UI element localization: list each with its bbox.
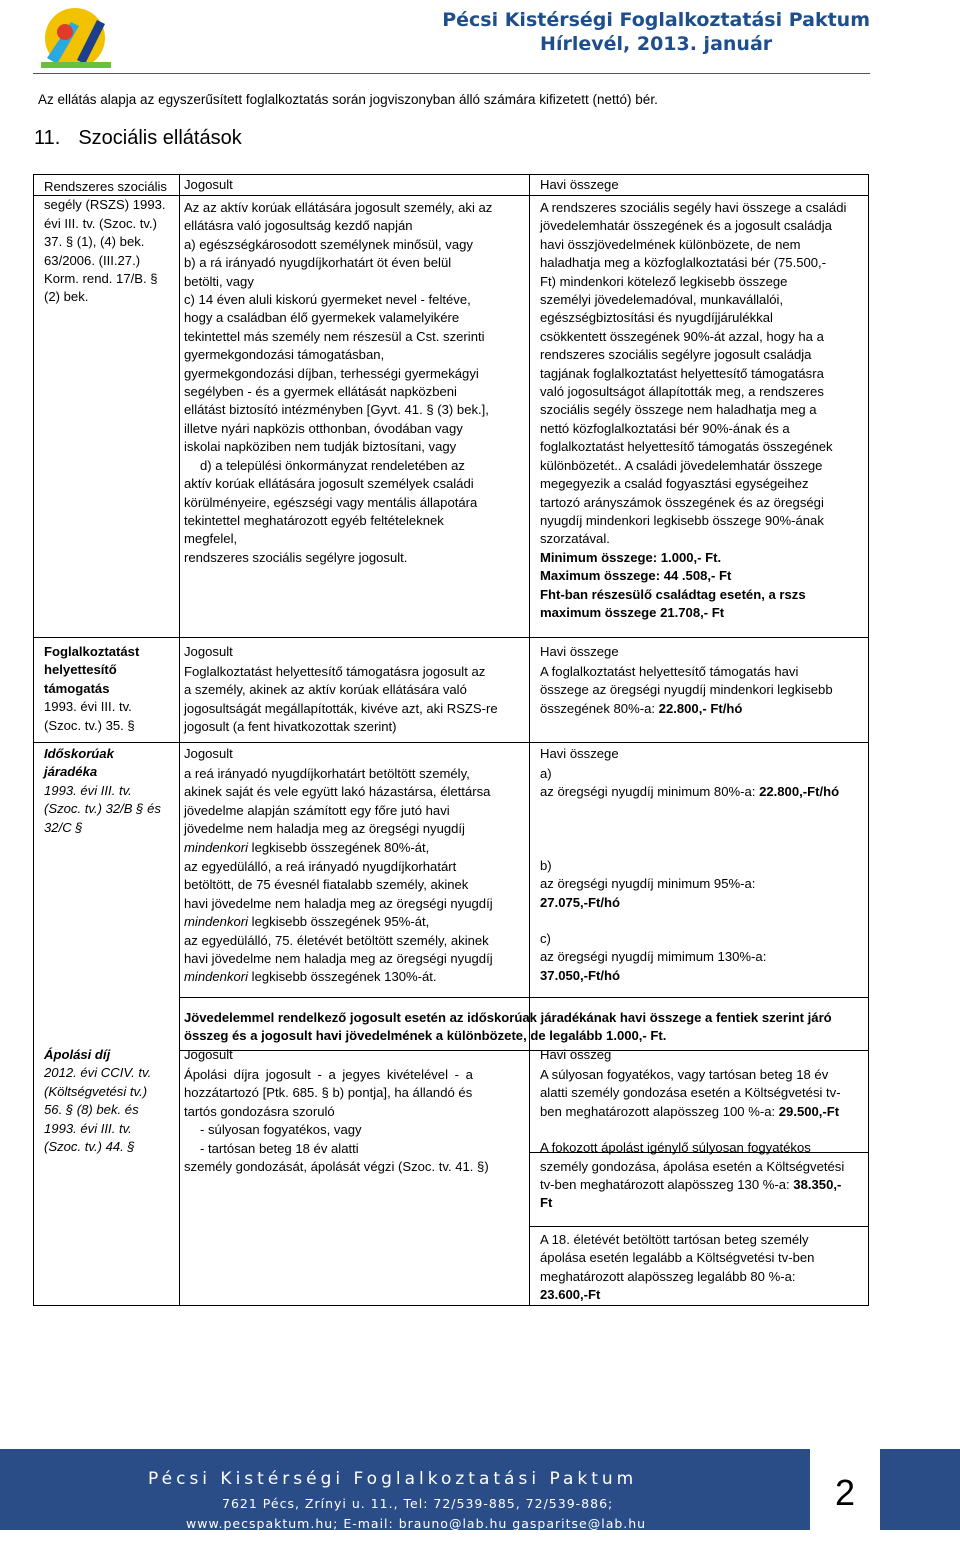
text-line: jogosultságát megállapították, kivéve azt, aki RSZS-re [184, 700, 498, 716]
text-line [540, 1103, 862, 1121]
section-title: Szociális ellátások [78, 127, 242, 149]
text-line: hozzátartozó [Ptk. 685. § b) pontja], ha állandó és [184, 1085, 473, 1101]
text-line: gyermekgondozási díjban, terhességi gyermekágyi [184, 365, 479, 381]
amount-value: 22.800,-Ft/hó [759, 784, 840, 800]
label-line: támogatás [44, 680, 110, 696]
text-line: személyi jövedelemadóval, munkavállalói, [540, 292, 784, 308]
text-line: tekintettel más személy nem részesül a Cst. szerinti [184, 328, 485, 344]
label-line: Időskorúak [44, 746, 114, 761]
label-line: segély (RSZS) 1993. [44, 197, 166, 213]
logo-icon [33, 2, 118, 74]
rszs-eligibility [184, 199, 519, 567]
amount-value: 38.350,- [793, 1177, 842, 1193]
text-line: hogy a családban élő gyermekek valamelyikére [184, 310, 460, 326]
cell-divider [529, 1226, 868, 1227]
text-line: c) [540, 931, 551, 947]
text-line: való jogosultságot állapították meg, a rendszeres [540, 384, 824, 400]
text-line: b) [540, 857, 552, 873]
text-line: Ápolási díjra jogosult - a jegyes kivételével - a [184, 1067, 473, 1082]
text-line: betölti, vagy [184, 273, 254, 289]
section-number: 11. [34, 127, 61, 149]
text-line: csökkentett összegének 90%-át azzal, hogy ha a [540, 328, 824, 344]
text-line: Fht-ban részesülő családtag esetén, a rszs [540, 586, 806, 602]
text-fragment: legkisebb összegének 130%-át. [248, 969, 437, 985]
apolasi-eligibility [184, 1066, 519, 1176]
text-line: a reá irányadó nyugdíjkorhatárt betöltött személy, [184, 766, 470, 781]
text-line: A 18. életévét betöltött tartósan beteg személy [540, 1231, 809, 1247]
text-line: betöltött, de 75 évesnél fiatalabb személy, akinek [184, 877, 469, 893]
text-line: foglalkoztatást helyettesítő támogatás összegének [540, 439, 833, 455]
text-line: szorzatával. [540, 531, 610, 547]
text-line: Foglalkoztatást helyettesítő támogatásra jogosult az [184, 664, 486, 679]
text-line: A foglalkoztatást helyettesítő támogatás havi [540, 664, 799, 679]
column-divider [179, 175, 180, 1305]
text-line: az öregségi nyugdíj mimimum 130%-a: [540, 949, 767, 965]
label-line: (Költségvetési tv.) [44, 1083, 148, 1099]
label-line: 32/C § [44, 819, 83, 835]
row-divider [34, 637, 868, 638]
text-line: tekintettel meghatározott egyéb feltételeknek [184, 512, 444, 528]
text-line [184, 839, 519, 857]
header-title: Pécsi Kistérségi Foglalkoztatási Paktum [442, 9, 870, 31]
amount-value: 23.600,-Ft [540, 1287, 601, 1303]
text-line: nettó közfoglalkoztatási bér 90%-ának és a [540, 420, 790, 436]
label-line: évi III. tv. (Szoc. tv.) [44, 215, 158, 231]
amount-value: 29.500,-Ft [778, 1103, 840, 1119]
text-line: A súlyosan fogyatékos, vagy tartósan beteg 18 év [540, 1067, 829, 1082]
apolasi-head-right: Havi összeg [540, 1047, 612, 1062]
text-line: megfelel, [184, 531, 238, 547]
idoskoru-head-right: Havi összege [540, 746, 619, 761]
fht-head-right: Havi összege [540, 644, 619, 659]
idoskoru-head-left: Jogosult [184, 746, 233, 761]
apolasi-amount [540, 1066, 862, 1304]
text-fragment: ben meghatározott alapösszeg 100 %-a: [540, 1103, 779, 1119]
footer [0, 1449, 960, 1530]
text-line: az egyedülálló, 75. életévét betöltött személy, akinek [184, 932, 489, 948]
text-line: különbözetét.. A családi jövedelemhatár összege [540, 457, 823, 473]
intro-text: Az ellátás alapja az egyszerűsített foglalkoztatás során jogviszonyban álló számára kifizetett (nettó) bér. [38, 92, 658, 107]
text-line: megegyezik a család fogyasztási egységeihez [540, 476, 809, 492]
idoskoru-label [44, 745, 172, 837]
text-line: maximum összege 21.708,- Ft [540, 604, 725, 620]
amount-value: 37.050,-Ft/hó [540, 967, 621, 983]
text-line: a) egészségkárosodott személynek minősül, vagy [184, 236, 473, 252]
text-line: a) [540, 766, 552, 781]
text-line: rendszeres szociális segélyre jogosult. [184, 549, 408, 565]
text-line: jövedelemhatár összegének és a jogosult családja [540, 218, 832, 234]
label-line: Korm. rend. 17/B. § [44, 271, 158, 287]
text-line: körülményeire, egészségi vagy mentális állapotára [184, 494, 478, 510]
column-divider [529, 175, 530, 1305]
idoskoru-amount [540, 765, 862, 985]
amount-value: 27.075,-Ft/hó [540, 894, 621, 910]
text-line: meghatározott alapösszeg legalább 80 %-a: [540, 1268, 796, 1284]
max-amount: Maximum összege: 44 .508,- Ft [540, 568, 732, 584]
text-line: jogosult (a fent hivatkozottak szerint) [184, 719, 397, 735]
row-divider [179, 997, 868, 998]
footer-web: www.pecspaktum.hu; E-mail: brauno@lab.hu gasparitse@lab.hu [186, 1516, 647, 1531]
text-line: A rendszeres szociális segély havi összege a családi [540, 200, 847, 215]
text-line: haladhatja meg a közfoglalkoztatási bér (75.500,- [540, 255, 827, 271]
text-line: tartozó arányszámok összegének és az öregségi [540, 494, 824, 510]
text-line [184, 913, 519, 931]
text-line: összeg és a jogosult havi jövedelmének a különbözete, de legalább 1.000,- Ft. [184, 1028, 667, 1044]
text-fragment: legkisebb összegének 95%-át, [248, 914, 430, 930]
label-line: 56. § (8) bek. és [44, 1102, 139, 1118]
label-line: (Szoc. tv.) 35. § [44, 717, 135, 733]
text-line: b) a rá irányadó nyugdíjkorhatárt öt éven belül [184, 255, 452, 271]
label-line: járadéka [44, 764, 98, 780]
text-line [184, 968, 519, 986]
apolasi-head-left: Jogosult [184, 1047, 233, 1062]
rszs-label [44, 178, 172, 307]
text-line [540, 700, 862, 718]
rszs-amount [540, 199, 862, 622]
text-line: d) a települési önkormányzat rendeletében az [200, 457, 465, 473]
idoskoru-eligibility [184, 765, 519, 987]
label-line: (Szoc. tv.) 44. § [44, 1139, 135, 1155]
min-amount: Minimum összege: 1.000,- Ft. [540, 549, 722, 565]
text-line [540, 783, 862, 801]
label-line: 37. § (1), (4) bek. [44, 234, 145, 250]
label-line: 1993. évi III. tv. [44, 699, 132, 715]
text-line: szociális segély összege nem haladhatja meg a [540, 402, 817, 418]
text-line: A fokozott ápolást igénylő súlyosan fogyatékos [540, 1140, 811, 1156]
text-line: nyugdíj mindenkori legkisebb összege 90%-ának [540, 512, 824, 528]
text-line: ellátást biztosító intézményben [Gyvt. 41. § (3) bek.], [184, 402, 489, 418]
fht-head-left: Jogosult [184, 644, 233, 659]
text-line [540, 1176, 862, 1194]
text-line: akinek saját és vele együtt lakó házastársa, élettársa [184, 784, 491, 800]
cell-divider [529, 1152, 868, 1153]
label-line: (Szoc. tv.) 32/B § és [44, 801, 161, 817]
amount-value: Ft [540, 1195, 553, 1211]
text-line: jövedelme nem haladja meg az öregségi nyugdíj [184, 821, 465, 837]
text-line: ápolása esetén legalább a Költségvetési tv-ben [540, 1250, 815, 1266]
header-title-block [442, 8, 870, 56]
text-line: - súlyosan fogyatékos, vagy [200, 1122, 362, 1138]
text-line: összege az öregségi nyugdíj mindenkori legkisebb [540, 682, 833, 698]
label-line: 2012. évi CCIV. tv. [44, 1065, 152, 1081]
text-line: c) 14 éven aluli kiskorú gyermeket nevel - feltéve, [184, 292, 471, 308]
text-line: iskolai napköziben nem tudják biztosítani, vagy [184, 439, 457, 455]
header-divider [33, 73, 870, 74]
text-line: tartós gondozásra szoruló [184, 1103, 335, 1119]
text-line: a személy, akinek az aktív korúak ellátására való [184, 682, 467, 698]
text-line: gyermekgondozási támogatásban, [184, 347, 385, 363]
text-line: jövedelme alapján számított egy főre jutó havi [184, 802, 450, 818]
label-line: 1993. évi III. tv. [44, 782, 132, 798]
text-fragment: tv-ben meghatározott alapösszeg 130 %-a: [540, 1177, 794, 1193]
header-subtitle: Hírlevél, 2013. január [540, 33, 773, 55]
text-fragment: az öregségi nyugdíj minimum 80%-a: [540, 784, 760, 800]
label-line: helyettesítő [44, 662, 117, 678]
text-line: Jövedelemmel rendelkező jogosult esetén az időskorúak járadékának havi összege a fentiek szerint járó [184, 1010, 832, 1025]
label-line: Foglalkoztatást [44, 644, 140, 659]
fht-label [44, 643, 172, 735]
text-line: aktív korúak ellátására jogosult személyek családi [184, 476, 474, 492]
section-heading [34, 127, 242, 150]
text-fragment: mindenkori [184, 839, 249, 855]
text-line: rendszeres szociális segélyre jogosult családja [540, 347, 812, 363]
rszs-head-right: Havi összege [540, 177, 619, 192]
label-line: Ápolási díj [44, 1047, 111, 1062]
page-number: 2 [810, 1443, 880, 1533]
label-line: (2) bek. [44, 289, 89, 305]
text-line: az öregségi nyugdíj minimum 95%-a: [540, 876, 756, 892]
text-fragment: mindenkori [184, 914, 249, 930]
text-line: illetve nyári napközis otthonban, óvodában vagy [184, 420, 463, 436]
footer-address: 7621 Pécs, Zrínyi u. 11., Tel: 72/539-885, 72/539-886; [222, 1496, 614, 1511]
text-line: az egyedülálló, a reá irányadó nyugdíjkorhatárt [184, 859, 457, 875]
row-divider [34, 742, 868, 743]
text-line: Az az aktív korúak ellátására jogosult személy, aki az [184, 200, 493, 215]
text-line: havi összjövedelmének különbözete, de nem [540, 236, 801, 252]
fht-amount [540, 663, 862, 718]
label-line: Rendszeres szociális [44, 179, 167, 194]
label-line: 1993. évi III. tv. [44, 1120, 132, 1136]
fht-amount-value: 22.800,- Ft/hó [658, 700, 743, 716]
text-line: személy gondozását, ápolását végzi (Szoc. tv. 41. §) [184, 1159, 489, 1175]
text-line: havi jövedelme nem haladja meg az öregségi nyugdíj [184, 951, 493, 967]
fht-eligibility [184, 663, 519, 737]
text-line: Ft) mindenkori kötelező legkisebb összege [540, 273, 788, 289]
text-line: egészségbiztosítási és nyugdíjjárulékkal [540, 310, 773, 326]
text-fragment: legkisebb összegének 80%-át, [248, 839, 430, 855]
footer-org: Pécsi Kistérségi Foglalkoztatási Paktum [148, 1469, 638, 1489]
text-line: ellátásra való jogosultság kezdő napján [184, 218, 413, 234]
idoskoru-note [184, 1009, 864, 1046]
text-line: havi jövedelme nem haladja meg az öregségi nyugdíj [184, 895, 493, 911]
text-line: segélyben - és a gyermek ellátását napközbeni [184, 384, 457, 400]
text-line: alatti személy gondozása esetén a Költségvetési tv- [540, 1085, 841, 1101]
text-fragment: összegének 80%-a: [540, 700, 659, 716]
text-line: - tartósan beteg 18 év alatti [200, 1140, 359, 1156]
text-fragment: mindenkori [184, 969, 249, 985]
text-line: tagjának foglalkoztatást helyettesítő támogatásra [540, 365, 824, 381]
apolasi-label [44, 1046, 172, 1156]
text-line: személy gondozása, ápolása esetén a Költségvetési [540, 1158, 845, 1174]
label-line: 63/2006. (III.27.) [44, 252, 141, 268]
benefits-table [33, 174, 869, 1306]
rszs-head-left: Jogosult [184, 177, 233, 192]
